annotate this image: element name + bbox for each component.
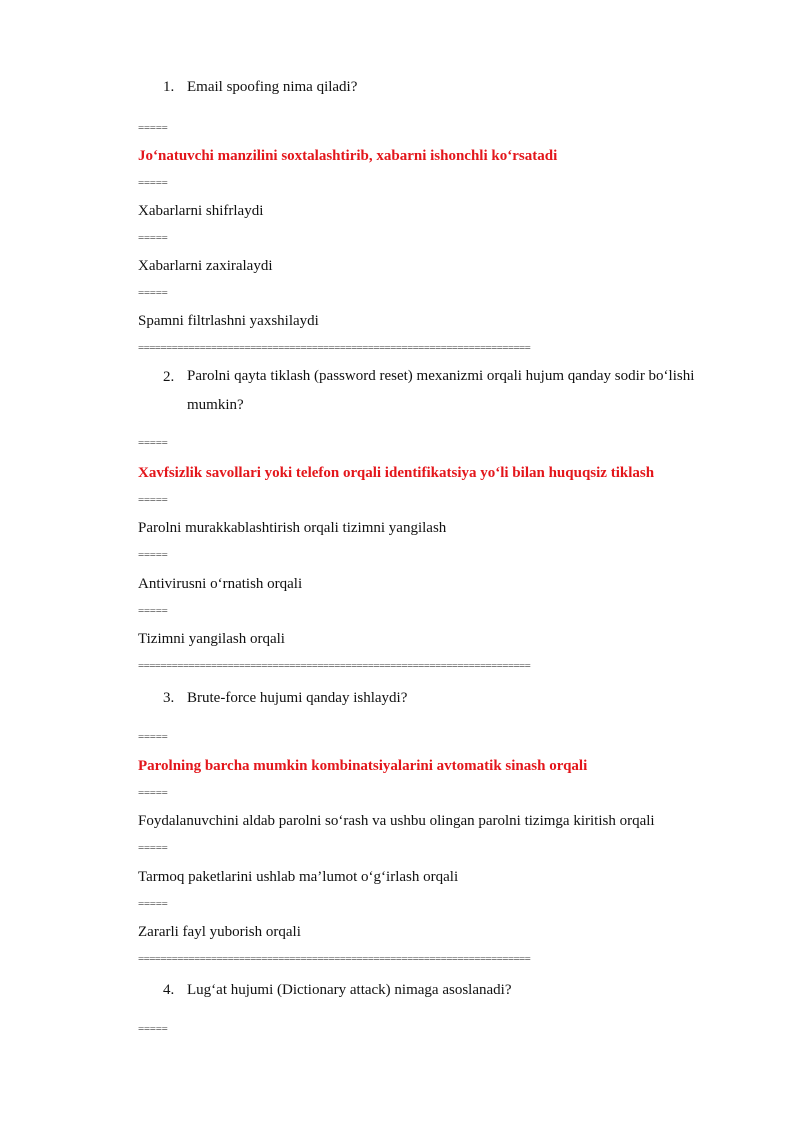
separator-short: ===== bbox=[138, 549, 168, 561]
question-number: 1. bbox=[163, 79, 175, 95]
answer-option: Spamni filtrlashni yaxshilaydi bbox=[138, 313, 319, 329]
separator-short: ===== bbox=[138, 898, 168, 910]
answer-option: Foydalanuvchini aldab parolni so‘rash va ushbu olingan parolni tizimga kiritish orqali bbox=[138, 813, 655, 829]
separator-short: ===== bbox=[138, 287, 168, 299]
separator-long: ====================================================================== bbox=[138, 953, 531, 965]
separator-short: ===== bbox=[138, 1023, 168, 1035]
question-number: 4. bbox=[163, 982, 175, 998]
separator-short: ===== bbox=[138, 122, 168, 134]
separator-short: ===== bbox=[138, 232, 168, 244]
separator-long: ====================================================================== bbox=[138, 660, 531, 672]
separator-short: ===== bbox=[138, 494, 168, 506]
question-text: Brute-force hujumi qanday ishlaydi? bbox=[187, 690, 408, 706]
question-text: Lug‘at hujumi (Dictionary attack) nimaga asoslanadi? bbox=[187, 982, 512, 998]
question-text: Email spoofing nima qiladi? bbox=[187, 79, 358, 95]
correct-answer: Parolning barcha mumkin kombinatsiyalarini avtomatik sinash orqali bbox=[138, 758, 588, 774]
answer-option: Parolni murakkablashtirish orqali tizimni yangilash bbox=[138, 520, 447, 536]
answer-option: Xabarlarni zaxiralaydi bbox=[138, 258, 273, 274]
answer-option: Xabarlarni shifrlaydi bbox=[138, 203, 264, 219]
correct-answer: Jo‘natuvchi manzilini soxtalashtirib, xabarni ishonchli ko‘rsatadi bbox=[138, 148, 558, 164]
separator-short: ===== bbox=[138, 605, 168, 617]
answer-option: Tizimni yangilash orqali bbox=[138, 631, 285, 647]
question-number: 3. bbox=[163, 690, 175, 706]
separator-short: ===== bbox=[138, 787, 168, 799]
correct-answer: Xavfsizlik savollari yoki telefon orqali identifikatsiya yo‘li bilan huquqsiz tiklash bbox=[138, 465, 655, 481]
separator-short: ===== bbox=[138, 842, 168, 854]
answer-option: Zararli fayl yuborish orqali bbox=[138, 924, 301, 940]
separator-short: ===== bbox=[138, 437, 168, 449]
question-text: Parolni qayta tiklash (password reset) mexanizmi orqali hujum qanday sodir bo‘lishi mumkin? bbox=[187, 368, 695, 413]
separator-short: ===== bbox=[138, 177, 168, 189]
answer-option: Tarmoq paketlarini ushlab ma’lumot o‘g‘irlash orqali bbox=[138, 869, 459, 885]
separator-short: ===== bbox=[138, 731, 168, 743]
question-number: 2. bbox=[163, 369, 175, 385]
answer-option: Antivirusni o‘rnatish orqali bbox=[138, 576, 303, 592]
separator-long: ====================================================================== bbox=[138, 342, 531, 354]
